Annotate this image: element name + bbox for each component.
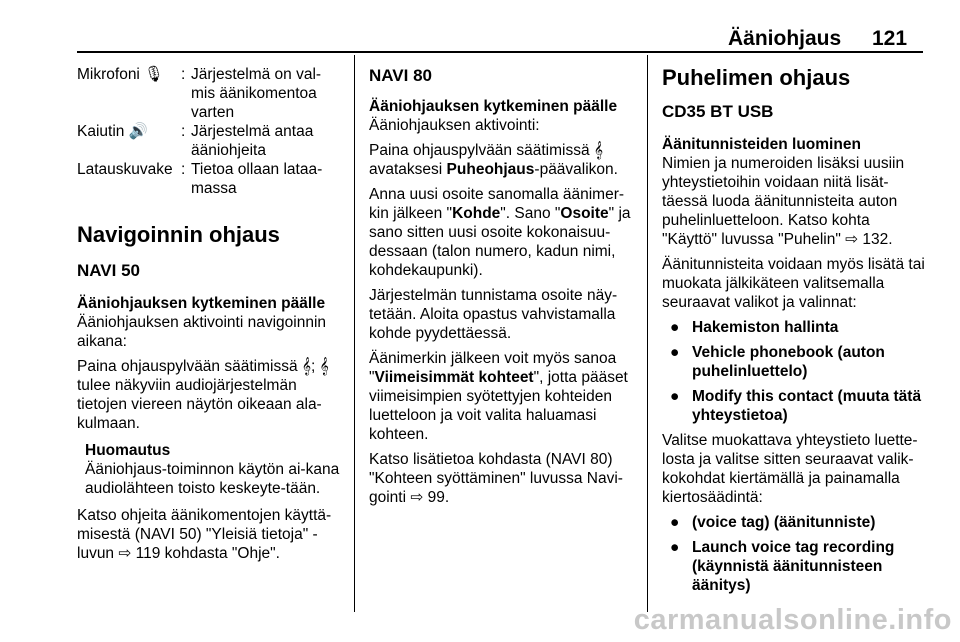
- column-1: [77, 65, 345, 569]
- subsection-heading: CD35 BT USB: [662, 102, 774, 121]
- paragraph: Nimien ja numeroiden lisäksi uusiin yhteystietoihin voidaan niitä lisät-täessä luoda äänitunnisteita auton puhelinluetteloon. Katso kohta "Käyttö" luvussa "Puhelin" ⇨ 132.: [662, 155, 905, 248]
- def-term: Latauskuvake: [77, 161, 173, 178]
- command-word: Viimeisimmät kohteet: [374, 369, 534, 386]
- topic-heading: Äänitunnisteiden luominen: [662, 136, 861, 153]
- paragraph: Paina ohjauspylvään säätimissä 𝄞 avataksesi Puheohjaus-päävalikon.: [369, 142, 618, 178]
- page-title: Ääniohjaus: [728, 27, 842, 50]
- subsection-heading: NAVI 50: [77, 261, 140, 280]
- topic-heading: Ääniohjauksen kytkeminen päälle: [369, 98, 618, 115]
- list-item: ● Launch voice tag recording (käynnistä äänitunnisteen äänitys): [670, 539, 895, 594]
- command-word: Kohde: [452, 205, 501, 222]
- def-row: Kaiutin 🔊 : Järjestelmä antaa ääniohjeita: [77, 122, 345, 160]
- paragraph: Katso ohjeita äänikomentojen käyttä-misestä (NAVI 50) "Yleisiä tietoja" -luvun ⇨ 119 kohdasta "Ohje".: [77, 507, 332, 562]
- command-word: Osoite: [560, 205, 609, 222]
- watermark: carmanualsonline.info: [633, 604, 952, 636]
- bullet-list: [662, 318, 927, 425]
- list-item: ● (voice tag) (äänitunniste): [670, 514, 876, 531]
- page-number: 121: [872, 27, 908, 50]
- def-desc: Järjestelmä antaa ääniohjeita: [191, 123, 314, 159]
- list-item: ● Hakemiston hallinta: [670, 319, 839, 336]
- def-term: Mikrofoni 🎙: [77, 66, 164, 83]
- paragraph: Ääniohjauksen aktivointi navigoinnin aikana:: [77, 314, 327, 350]
- bullet-icon: ●: [670, 388, 680, 405]
- bullet-list: [662, 513, 927, 595]
- list-item: ● Modify this contact (muuta tätä yhteystietoa): [670, 388, 922, 424]
- paragraph: Äänimerkin jälkeen voit myös sanoa "Viimeisimmät kohteet", jotta pääset viimeisimpien syötettyjen kohteiden luetteloon ja voit valita haluamasi kohteen.: [369, 350, 628, 443]
- note-text: Ääniohjaus-toiminnon käytön ai-kana audiolähteen toisto keskeyte-tään.: [85, 461, 340, 497]
- column-3: [662, 65, 927, 601]
- paragraph: Valitse muokattava yhteystieto luette-losta ja valitse sitten seuraavat valik-kokohdat kiertämällä ja painamalla kiertosäädintä:: [662, 432, 918, 506]
- paragraph: Ääniohjauksen aktivointi:: [369, 117, 540, 134]
- column-divider-2: [647, 55, 648, 612]
- section-heading: Puhelimen ohjaus: [662, 65, 851, 90]
- column-2: [369, 65, 634, 513]
- note-title: Huomautus: [85, 442, 171, 459]
- def-desc: Tietoa ollaan lataa-massa: [191, 161, 323, 197]
- paragraph: Äänitunnisteita voidaan myös lisätä tai muokata jälkikäteen valitsemalla seuraavat valikot ja valinnat:: [662, 256, 925, 311]
- def-term: Kaiutin 🔊: [77, 123, 148, 140]
- bullet-icon: ●: [670, 514, 680, 531]
- bullet-icon: ●: [670, 319, 680, 336]
- list-item: ● Vehicle phonebook (auton puhelinluettelo): [670, 344, 885, 380]
- def-desc: Järjestelmä on val-mis äänikomentoa varten: [191, 66, 322, 121]
- column-divider-1: [354, 55, 355, 612]
- paragraph: Järjestelmän tunnistama osoite näy-tetään. Aloita opastus vahvistamalla kohde pyydettäessä.: [369, 287, 618, 342]
- header-rule: [77, 51, 923, 53]
- bullet-icon: ●: [670, 539, 680, 556]
- section-heading: Navigoinnin ohjaus: [77, 222, 280, 247]
- def-row: Latauskuvake : Tietoa ollaan lataa-massa: [77, 160, 345, 198]
- menu-name: Puheohjaus: [446, 161, 535, 178]
- topic-heading: Ääniohjauksen kytkeminen päälle: [77, 295, 326, 312]
- subsection-heading: NAVI 80: [369, 66, 432, 85]
- note-box: [85, 441, 345, 498]
- paragraph: Paina ohjauspylvään säätimissä 𝄞; 𝄞 tulee näkyviin audiojärjestelmän tietojen viereen näytön oikeaan ala-kulmaan.: [77, 358, 329, 432]
- paragraph: Anna uusi osoite sanomalla äänimer-kin jälkeen "Kohde". Sano "Osoite" ja sano sitten uusi osoite kokonaisuu-dessaan (talon numero, kadun nimi, kohdekaupunki).: [369, 186, 631, 279]
- bullet-icon: ●: [670, 344, 680, 361]
- paragraph: Katso lisätietoa kohdasta (NAVI 80) "Kohteen syöttäminen" luvussa Navi-gointi ⇨ 99.: [369, 451, 623, 506]
- def-row: Mikrofoni 🎙 : Järjestelmä on val-mis äänikomentoa varten: [77, 65, 345, 122]
